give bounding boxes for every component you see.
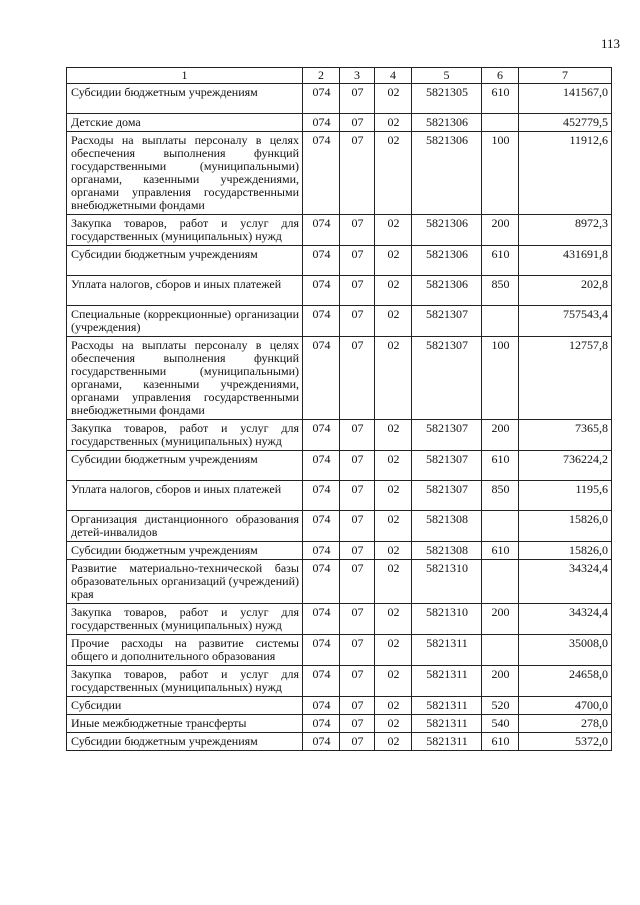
- row-name-cell: Развитие материально-технической базы образовательных организаций (учреждений) края: [67, 560, 303, 604]
- table-row: [67, 84, 612, 114]
- table-row: [67, 666, 612, 697]
- amount-cell: 12757,8: [519, 337, 612, 420]
- subsection-cell: 02: [375, 420, 412, 451]
- target-article-cell: 5821311: [412, 715, 482, 733]
- target-article-cell: 5821306: [412, 246, 482, 276]
- expense-type-cell: [482, 511, 519, 542]
- code-cell: 074: [303, 481, 340, 511]
- target-article-cell: 5821311: [412, 697, 482, 715]
- row-name-cell: Субсидии бюджетным учреждениям: [67, 246, 303, 276]
- header-cell: 2: [303, 68, 340, 84]
- code-cell: 074: [303, 132, 340, 215]
- header-cell: 3: [340, 68, 375, 84]
- code-cell: 074: [303, 715, 340, 733]
- section-cell: 07: [340, 114, 375, 132]
- expense-type-cell: 850: [482, 276, 519, 306]
- code-cell: 074: [303, 246, 340, 276]
- code-cell: 074: [303, 733, 340, 751]
- subsection-cell: 02: [375, 481, 412, 511]
- code-cell: 074: [303, 542, 340, 560]
- expense-type-cell: 610: [482, 542, 519, 560]
- target-article-cell: 5821308: [412, 542, 482, 560]
- subsection-cell: 02: [375, 560, 412, 604]
- amount-cell: 34324,4: [519, 560, 612, 604]
- code-cell: 074: [303, 84, 340, 114]
- section-cell: 07: [340, 337, 375, 420]
- section-cell: 07: [340, 84, 375, 114]
- section-cell: 07: [340, 635, 375, 666]
- row-name-cell: Закупка товаров, работ и услуг для государственных (муниципальных) нужд: [67, 604, 303, 635]
- code-cell: 074: [303, 697, 340, 715]
- section-cell: 07: [340, 215, 375, 246]
- row-name-cell: Расходы на выплаты персоналу в целях обеспечения выполнения функций государственными (муниципальными) органами, казенными учреждениями, органами управления государственными внебюджетными фондами: [67, 132, 303, 215]
- table-row: [67, 697, 612, 715]
- row-name-cell: Закупка товаров, работ и услуг для государственных (муниципальных) нужд: [67, 666, 303, 697]
- amount-cell: 202,8: [519, 276, 612, 306]
- row-name-cell: Организация дистанционного образования детей-инвалидов: [67, 511, 303, 542]
- row-name-cell: Уплата налогов, сборов и иных платежей: [67, 276, 303, 306]
- target-article-cell: 5821310: [412, 604, 482, 635]
- section-cell: 07: [340, 542, 375, 560]
- expense-type-cell: 610: [482, 84, 519, 114]
- row-name-cell: Субсидии бюджетным учреждениям: [67, 451, 303, 481]
- subsection-cell: 02: [375, 114, 412, 132]
- table-row: [67, 132, 612, 215]
- header-cell: 5: [412, 68, 482, 84]
- amount-cell: 452779,5: [519, 114, 612, 132]
- table-row: [67, 560, 612, 604]
- subsection-cell: 02: [375, 132, 412, 215]
- amount-cell: 736224,2: [519, 451, 612, 481]
- code-cell: 074: [303, 511, 340, 542]
- table-row: [67, 306, 612, 337]
- header-cell: 6: [482, 68, 519, 84]
- target-article-cell: 5821306: [412, 215, 482, 246]
- row-name-cell: Субсидии бюджетным учреждениям: [67, 733, 303, 751]
- table-row: [67, 246, 612, 276]
- table-row: [67, 420, 612, 451]
- amount-cell: 757543,4: [519, 306, 612, 337]
- header-cell: 1: [67, 68, 303, 84]
- target-article-cell: 5821311: [412, 635, 482, 666]
- target-article-cell: 5821311: [412, 733, 482, 751]
- table-row: [67, 542, 612, 560]
- target-article-cell: 5821307: [412, 337, 482, 420]
- code-cell: 074: [303, 306, 340, 337]
- expense-type-cell: [482, 114, 519, 132]
- expense-type-cell: 520: [482, 697, 519, 715]
- subsection-cell: 02: [375, 451, 412, 481]
- table-row: [67, 635, 612, 666]
- table-row: [67, 215, 612, 246]
- table-row: [67, 481, 612, 511]
- amount-cell: 15826,0: [519, 511, 612, 542]
- expense-type-cell: [482, 306, 519, 337]
- row-name-cell: Детские дома: [67, 114, 303, 132]
- subsection-cell: 02: [375, 84, 412, 114]
- section-cell: 07: [340, 697, 375, 715]
- subsection-cell: 02: [375, 306, 412, 337]
- expense-type-cell: 610: [482, 246, 519, 276]
- expense-type-cell: [482, 560, 519, 604]
- code-cell: 074: [303, 114, 340, 132]
- code-cell: 074: [303, 635, 340, 666]
- code-cell: 074: [303, 604, 340, 635]
- expense-type-cell: 200: [482, 604, 519, 635]
- subsection-cell: 02: [375, 666, 412, 697]
- section-cell: 07: [340, 560, 375, 604]
- row-name-cell: Уплата налогов, сборов и иных платежей: [67, 481, 303, 511]
- code-cell: 074: [303, 451, 340, 481]
- row-name-cell: Расходы на выплаты персоналу в целях обеспечения выполнения функций государственными (муниципальными) органами, казенными учреждениями, органами управления государственными внебюджетными фондами: [67, 337, 303, 420]
- code-cell: 074: [303, 420, 340, 451]
- section-cell: 07: [340, 715, 375, 733]
- row-name-cell: Субсидии бюджетным учреждениям: [67, 542, 303, 560]
- target-article-cell: 5821308: [412, 511, 482, 542]
- code-cell: 074: [303, 276, 340, 306]
- target-article-cell: 5821307: [412, 420, 482, 451]
- code-cell: 074: [303, 337, 340, 420]
- expense-type-cell: 850: [482, 481, 519, 511]
- amount-cell: 278,0: [519, 715, 612, 733]
- row-name-cell: Прочие расходы на развитие системы общего и дополнительного образования: [67, 635, 303, 666]
- subsection-cell: 02: [375, 542, 412, 560]
- expense-type-cell: [482, 635, 519, 666]
- header-cell: 4: [375, 68, 412, 84]
- row-name-cell: Закупка товаров, работ и услуг для государственных (муниципальных) нужд: [67, 215, 303, 246]
- table-row: [67, 715, 612, 733]
- subsection-cell: 02: [375, 635, 412, 666]
- row-name-cell: Субсидии: [67, 697, 303, 715]
- target-article-cell: 5821306: [412, 276, 482, 306]
- header-row: [67, 68, 612, 84]
- target-article-cell: 5821307: [412, 481, 482, 511]
- amount-cell: 7365,8: [519, 420, 612, 451]
- expense-type-cell: 100: [482, 132, 519, 215]
- section-cell: 07: [340, 306, 375, 337]
- row-name-cell: Закупка товаров, работ и услуг для государственных (муниципальных) нужд: [67, 420, 303, 451]
- expense-type-cell: 200: [482, 420, 519, 451]
- subsection-cell: 02: [375, 604, 412, 635]
- target-article-cell: 5821306: [412, 132, 482, 215]
- subsection-cell: 02: [375, 246, 412, 276]
- expense-type-cell: 540: [482, 715, 519, 733]
- subsection-cell: 02: [375, 715, 412, 733]
- section-cell: 07: [340, 511, 375, 542]
- section-cell: 07: [340, 481, 375, 511]
- table-row: [67, 337, 612, 420]
- table-row: [67, 511, 612, 542]
- section-cell: 07: [340, 246, 375, 276]
- amount-cell: 11912,6: [519, 132, 612, 215]
- amount-cell: 34324,4: [519, 604, 612, 635]
- table-row: [67, 451, 612, 481]
- subsection-cell: 02: [375, 733, 412, 751]
- target-article-cell: 5821305: [412, 84, 482, 114]
- section-cell: 07: [340, 276, 375, 306]
- page-number: 113: [600, 36, 620, 51]
- row-name-cell: Субсидии бюджетным учреждениям: [67, 84, 303, 114]
- amount-cell: 8972,3: [519, 215, 612, 246]
- code-cell: 074: [303, 560, 340, 604]
- row-name-cell: Специальные (коррекционные) организации (учреждения): [67, 306, 303, 337]
- target-article-cell: 5821310: [412, 560, 482, 604]
- amount-cell: 24658,0: [519, 666, 612, 697]
- section-cell: 07: [340, 604, 375, 635]
- amount-cell: 5372,0: [519, 733, 612, 751]
- section-cell: 07: [340, 451, 375, 481]
- header-cell: 7: [519, 68, 612, 84]
- expense-type-cell: 200: [482, 215, 519, 246]
- section-cell: 07: [340, 666, 375, 697]
- expense-type-cell: 610: [482, 451, 519, 481]
- expense-type-cell: 100: [482, 337, 519, 420]
- table-row: [67, 276, 612, 306]
- target-article-cell: 5821307: [412, 306, 482, 337]
- section-cell: 07: [340, 132, 375, 215]
- section-cell: 07: [340, 733, 375, 751]
- code-cell: 074: [303, 215, 340, 246]
- code-cell: 074: [303, 666, 340, 697]
- expense-type-cell: 610: [482, 733, 519, 751]
- amount-cell: 141567,0: [519, 84, 612, 114]
- amount-cell: 35008,0: [519, 635, 612, 666]
- budget-table: [66, 67, 612, 751]
- subsection-cell: 02: [375, 276, 412, 306]
- subsection-cell: 02: [375, 697, 412, 715]
- amount-cell: 4700,0: [519, 697, 612, 715]
- target-article-cell: 5821306: [412, 114, 482, 132]
- section-cell: 07: [340, 420, 375, 451]
- subsection-cell: 02: [375, 215, 412, 246]
- table-row: [67, 733, 612, 751]
- table-row: [67, 114, 612, 132]
- subsection-cell: 02: [375, 337, 412, 420]
- amount-cell: 1195,6: [519, 481, 612, 511]
- subsection-cell: 02: [375, 511, 412, 542]
- amount-cell: 431691,8: [519, 246, 612, 276]
- target-article-cell: 5821307: [412, 451, 482, 481]
- target-article-cell: 5821311: [412, 666, 482, 697]
- table-row: [67, 604, 612, 635]
- expense-type-cell: 200: [482, 666, 519, 697]
- amount-cell: 15826,0: [519, 542, 612, 560]
- row-name-cell: Иные межбюджетные трансферты: [67, 715, 303, 733]
